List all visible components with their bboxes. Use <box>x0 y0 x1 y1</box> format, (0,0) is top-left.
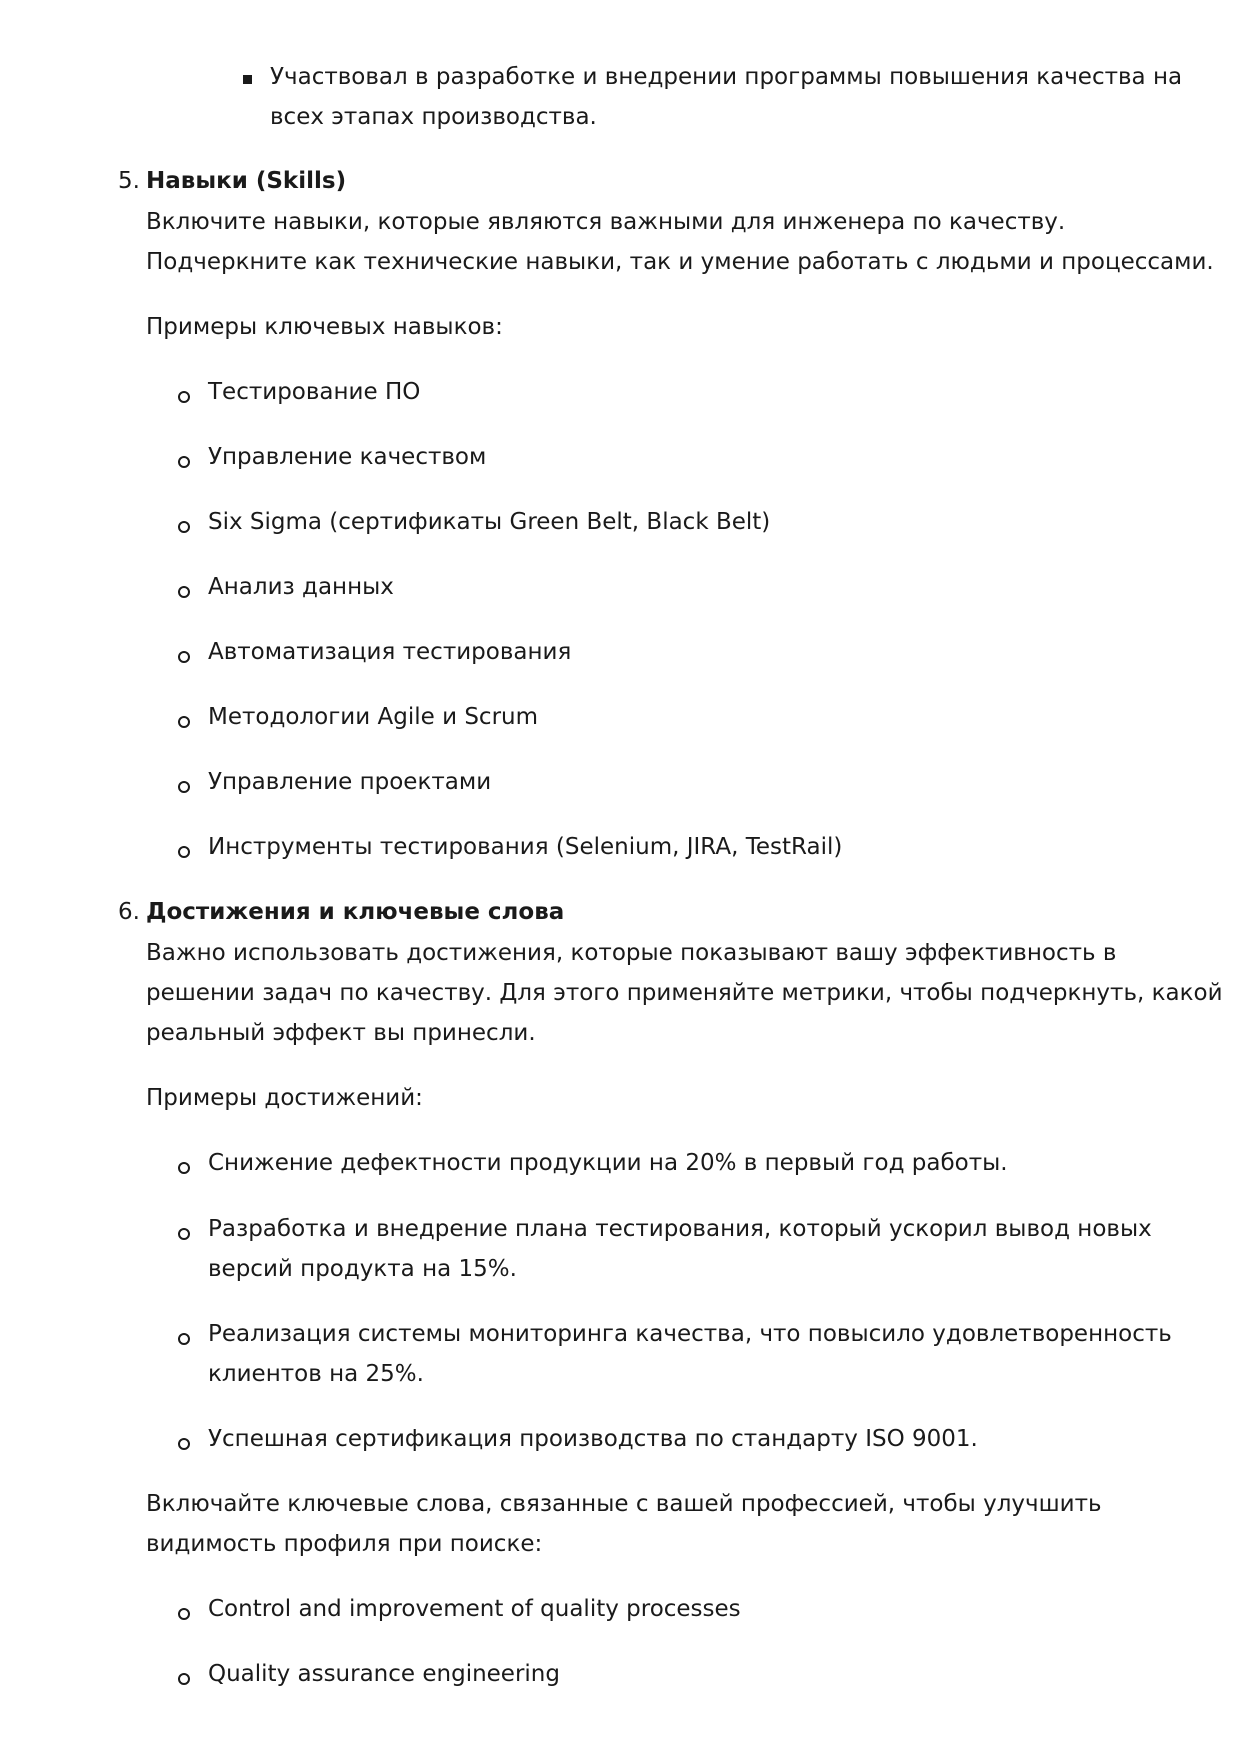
circle-bullet-icon <box>178 846 190 858</box>
skill-item: Инструменты тестирования (Selenium, JIRA, TestRail) <box>208 834 843 860</box>
section6-examples-label: Примеры достижений: <box>146 1085 423 1111</box>
section6-para-line3: реальный эффект вы принесли. <box>146 1020 536 1046</box>
section5-number: 5. <box>118 168 140 194</box>
circle-bullet-icon <box>178 586 190 598</box>
section5-para-line1: Включите навыки, которые являются важными для инженера по качеству. <box>146 209 1066 235</box>
section5-para-line2: Подчеркните как технические навыки, так и умение работать с людьми и процессами. <box>146 249 1214 275</box>
section6-number: 6. <box>118 899 140 925</box>
section6-para-line2: решении задач по качеству. Для этого применяйте метрики, чтобы подчеркнуть, какой <box>146 980 1223 1006</box>
section6-para-line1: Важно использовать достижения, которые показывают вашу эффективность в <box>146 940 1117 966</box>
circle-bullet-icon <box>178 651 190 663</box>
circle-bullet-icon <box>178 716 190 728</box>
achievement-item: Успешная сертификация производства по стандарту ISO 9001. <box>208 1426 978 1452</box>
section5-title: Навыки (Skills) <box>146 168 347 194</box>
circle-bullet-icon <box>178 1228 190 1240</box>
circle-bullet-icon <box>178 391 190 403</box>
circle-bullet-icon <box>178 1333 190 1345</box>
top-item-line2: всех этапах производства. <box>270 104 597 130</box>
achievement-item: Реализация системы мониторинга качества, что повысило удовлетворенность <box>208 1321 1172 1347</box>
keywords-intro-line2: видимость профиля при поиске: <box>146 1531 543 1557</box>
skill-item: Управление качеством <box>208 444 487 470</box>
achievement-item: Разработка и внедрение плана тестирования, который ускорил вывод новых <box>208 1216 1152 1242</box>
keyword-item: Control and improvement of quality processes <box>208 1596 741 1622</box>
circle-bullet-icon <box>178 456 190 468</box>
circle-bullet-icon <box>178 1673 190 1685</box>
skill-item: Six Sigma (сертификаты Green Belt, Black Belt) <box>208 509 771 535</box>
achievement-item: Снижение дефектности продукции на 20% в первый год работы. <box>208 1150 1008 1176</box>
skill-item: Управление проектами <box>208 769 492 795</box>
skill-item: Анализ данных <box>208 574 394 600</box>
top-item-line1: Участвовал в разработке и внедрении программы повышения качества на <box>270 64 1183 90</box>
circle-bullet-icon <box>178 521 190 533</box>
skill-item: Автоматизация тестирования <box>208 639 572 665</box>
circle-bullet-icon <box>178 1162 190 1174</box>
section5-examples-label: Примеры ключевых навыков: <box>146 314 503 340</box>
circle-bullet-icon <box>178 1438 190 1450</box>
achievement-item-cont: версий продукта на 15%. <box>208 1256 517 1282</box>
keyword-item: Quality assurance engineering <box>208 1661 560 1687</box>
circle-bullet-icon <box>178 1608 190 1620</box>
achievement-item-cont: клиентов на 25%. <box>208 1361 424 1387</box>
keywords-intro-line1: Включайте ключевые слова, связанные с вашей профессией, чтобы улучшить <box>146 1491 1102 1517</box>
circle-bullet-icon <box>178 781 190 793</box>
skill-item: Тестирование ПО <box>208 379 421 405</box>
square-bullet-icon <box>243 75 252 84</box>
skill-item: Методологии Agile и Scrum <box>208 704 539 730</box>
section6-title: Достижения и ключевые слова <box>146 899 565 925</box>
